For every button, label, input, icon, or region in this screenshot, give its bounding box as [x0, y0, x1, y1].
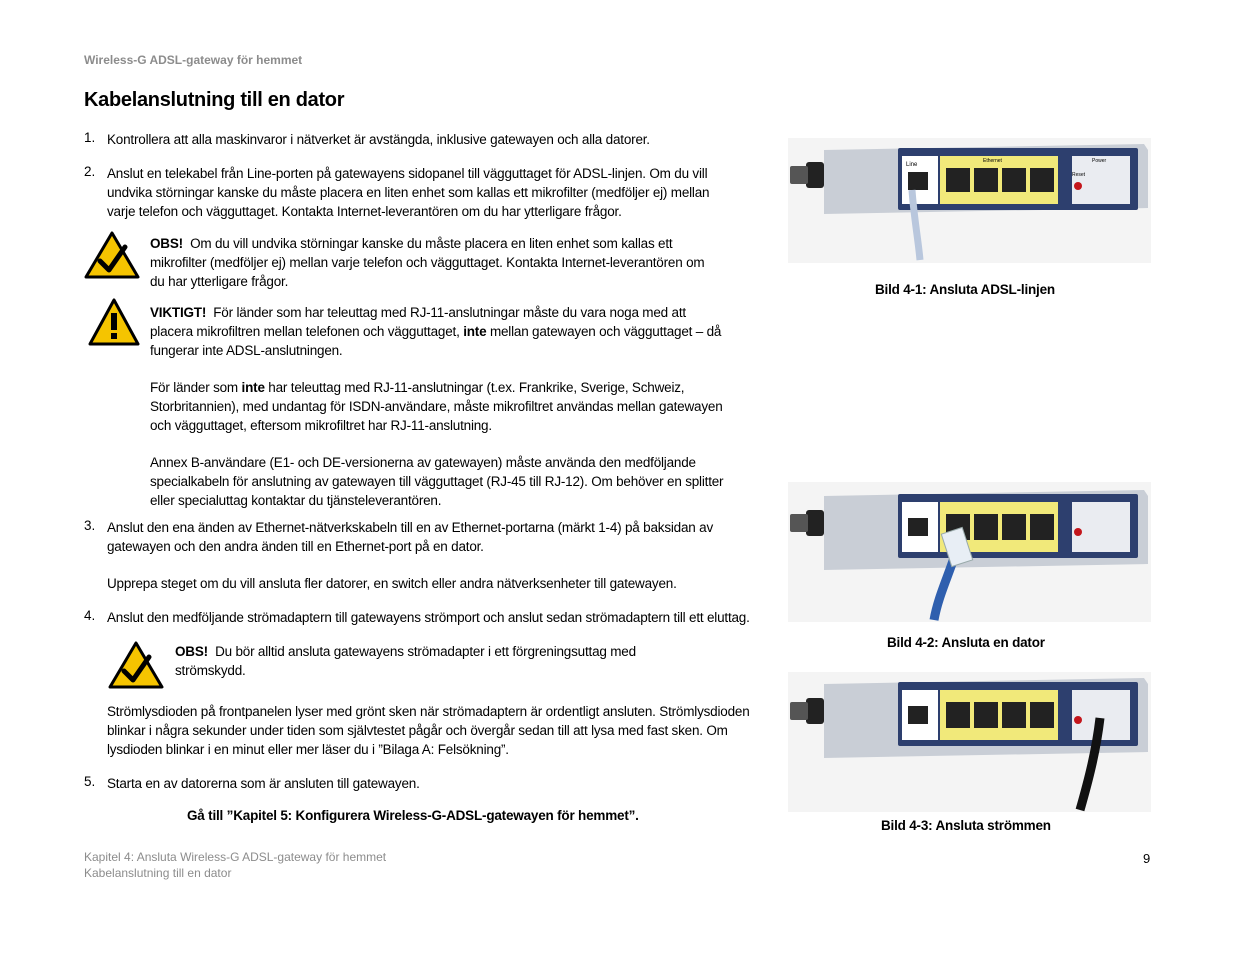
router-photo-power	[788, 672, 1151, 812]
reset-label: Reset	[1072, 172, 1086, 178]
note-important: VIKTIGT! För länder som har teleuttag med RJ-11-anslutningar måste du vara noga med att placera mikrofiltren mellan telefonen och vägguttaget, inte mellan gatewayen och vägguttaget – då fungerar inte ADSL-anslutningen. För länder som inte har teleuttag med RJ-11-anslutningar (t.ex. Frankrike, Sverige, Schweiz, Storbritannien), med undantag för ISDN-användare, måste mikrofiltret användas mellan gatewayen och vägguttaget, eftersom mikrofiltret har RJ-11-anslutning. Annex B-användare (E1- och DE-versionerna av gatewayen) måste använda den medföljande specialkabeln för anslutning av gatewayen till vägguttaget (RJ-45 till RJ-12). Om behöver en splitter eller specialuttag kontaktar du tjänsteleverantören.	[150, 305, 724, 508]
note-obs-1: OBS! Om du vill undvika störningar kanske du måste placera en liten enhet som kallas ett mikrofilter (medföljer ej) mellan varje telefon och vägguttaget. Kontakta Internet-leverantören om du har ytterligare frågor.	[150, 236, 705, 289]
check-warning-icon	[84, 231, 140, 279]
check-warning-icon	[108, 641, 164, 689]
line-port-label: Line	[906, 162, 918, 168]
router-photo-ethernet	[788, 482, 1151, 622]
step-text: Starta en av datorerna som är ansluten till gatewayen.	[107, 776, 420, 791]
step-number: 4.	[84, 608, 96, 623]
footer-section: Kabelanslutning till en dator	[84, 866, 232, 880]
figure-caption: Bild 4-3: Ansluta strömmen	[881, 818, 1051, 833]
page-number: 9	[1143, 851, 1151, 866]
figure-caption: Bild 4-2: Ansluta en dator	[887, 635, 1045, 650]
step-number: 3.	[84, 518, 96, 533]
step-text: Kontrollera att alla maskinvaror i nätverket är avstängda, inklusive gatewayen och alla datorer.	[107, 132, 650, 147]
power-label: Power	[1092, 158, 1107, 164]
goto-chapter-link[interactable]: Gå till ”Kapitel 5: Konfigurera Wireless-G-ADSL-gatewayen för hemmet”.	[187, 808, 639, 823]
step-text: Anslut en telekabel från Line-porten på gatewayens sidopanel till vägguttaget för ADSL-linjen. Om du vill undvika störningar kanske du måste placera en liten enhet som kallas ett mikrofilter (medföljer ej) mellan varje telefon och vägguttaget. Kontakta Internet-leverantören om du har ytterligare frågor.	[107, 166, 710, 219]
step-number: 5.	[84, 774, 96, 789]
step-text: Anslut den medföljande strömadaptern till gatewayens strömport och anslut sedan strömadaptern till ett eluttag.	[107, 610, 750, 625]
step-number: 1.	[84, 130, 96, 145]
step-detail: Strömlysdioden på frontpanelen lyser med grönt sken när strömadaptern är ordentligt ansluten. Strömlysdioden blinkar i några sekunder under tiden som självtestet pågår och övergår sedan till att lysa med fast sken. Om lysdioden blinkar i en minut eller mer läser du i ”Bilaga A: Felsökning”.	[107, 704, 750, 757]
step-number: 2.	[84, 164, 96, 179]
footer-chapter: Kapitel 4: Ansluta Wireless-G ADSL-gateway för hemmet	[84, 850, 387, 864]
step-text: Anslut den ena änden av Ethernet-nätverkskabeln till en av Ethernet-portarna (märkt 1-4) på baksidan av gatewayen och den andra änden till en Ethernet-port på en dator. Upprepa steget om du vill ansluta fler datorer, en switch eller andra nätverksenheter till gatewayen.	[107, 520, 714, 591]
exclamation-warning-icon	[88, 298, 140, 346]
note-obs-2: OBS! Du bör alltid ansluta gatewayens strömadapter i ett förgreningsuttag med strömskydd.	[175, 644, 636, 678]
router-photo-adsl	[788, 138, 1151, 263]
running-header: Wireless-G ADSL-gateway för hemmet	[84, 53, 303, 67]
section-title: Kabelanslutning till en dator	[84, 89, 345, 111]
figure-caption: Bild 4-1: Ansluta ADSL-linjen	[875, 282, 1055, 297]
ethernet-label: Ethernet	[983, 158, 1002, 164]
